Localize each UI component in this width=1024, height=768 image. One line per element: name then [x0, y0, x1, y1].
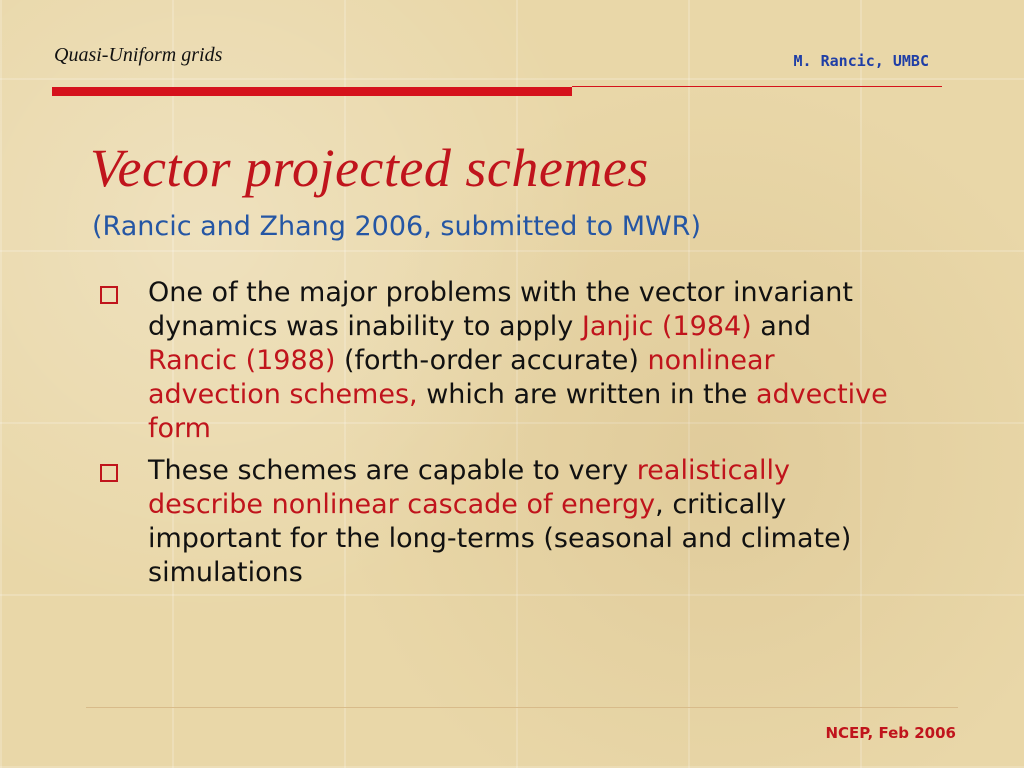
bullet-list [100, 276, 900, 598]
bullet-segment-highlight: nonlinear advection schemes, [148, 345, 775, 410]
header-rule-thin [572, 86, 942, 87]
bullet-item [100, 276, 900, 446]
bullet-item [100, 454, 900, 590]
footer-rule [86, 707, 958, 708]
bullet-segment-highlight: Janjic (1984) [581, 311, 752, 342]
slide-title: Vector projected schemes [90, 138, 649, 198]
bullet-segment: , critically important for the long-terms (seasonal and climate) simulations [148, 489, 852, 588]
bullet-square-icon [100, 286, 118, 304]
bullet-square-icon [100, 464, 118, 482]
footer-right-text: NCEP, Feb 2006 [825, 724, 956, 742]
bullet-segment-highlight: advective form [148, 379, 888, 444]
header-rule-thick [52, 87, 572, 96]
bullet-segment: and [751, 311, 812, 342]
header-left-text: Quasi-Uniform grids [54, 44, 223, 66]
bullet-text [148, 454, 900, 590]
bullet-text [148, 276, 900, 446]
slide-subtitle: (Rancic and Zhang 2006, submitted to MWR) [92, 211, 701, 242]
bullet-segment: which are written in the [417, 379, 756, 410]
bullet-segment-highlight: Rancic (1988) [148, 345, 336, 376]
bullet-segment: (forth-order accurate) [335, 345, 648, 376]
bullet-segment: These schemes are capable to very [148, 455, 637, 486]
bullet-segment: One of the major problems with the vector invariant dynamics was inability to apply [148, 277, 853, 342]
header-right-text: M. Rancic, UMBC [793, 52, 929, 70]
bullet-segment-highlight: realistically describe nonlinear cascade of energy [148, 455, 790, 520]
